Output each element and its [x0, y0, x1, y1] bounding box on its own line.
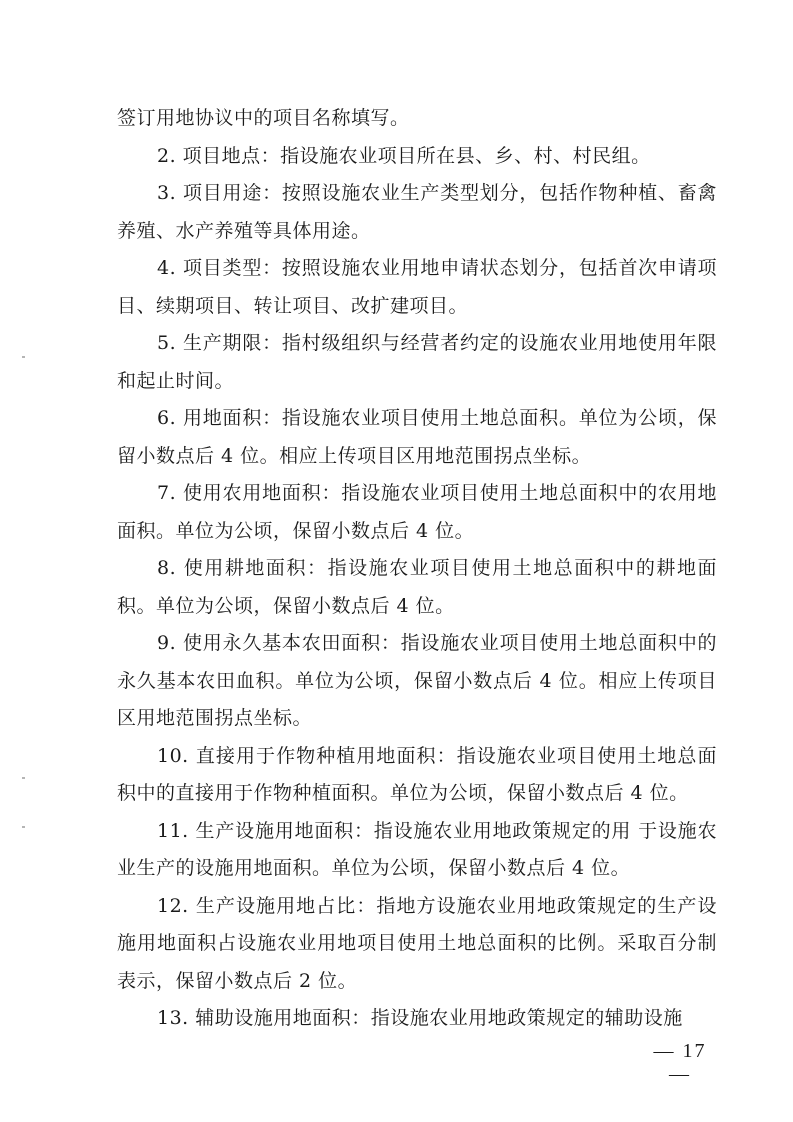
paragraph-item-7: 7. 使用农用地面积：指设施农业项目使用土地总面积中的农用地面积。单位为公顷，保留小数点后 4 位。 — [117, 482, 717, 542]
paragraph-item-13: 13. 辅助设施用地面积：指设施农业用地政策规定的辅助设施 — [157, 1007, 683, 1029]
paragraph-item-6: 6. 用地面积：指设施农业项目使用土地总面积。单位为公顷，保留小数点后 4 位。相应上传项目区用地范围拐点坐标。 — [117, 407, 717, 467]
paragraph-item-2: 2. 项目地点：指设施农业项目所在县、乡、村、村民组。 — [157, 144, 651, 167]
paragraph-item-3: 3. 项目用途：按照设施农业生产类型划分，包括作物种植、畜禽养殖、水产养殖等具体用途。 — [117, 182, 717, 242]
paragraph-item-11: 11. 生产设施用地面积：指设施农业用地政策规定的用 于设施农业生产的设施用地面积。单位为公顷，保留小数点后 4 位。 — [117, 819, 717, 879]
paragraph-continuation: 签订用地协议中的项目名称填写。 — [117, 107, 410, 129]
scan-speck — [22, 777, 25, 779]
paragraph-item-4: 4. 项目类型：按照设施农业用地申请状态划分，包括首次申请项目、续期项目、转让项目、改扩建项目。 — [117, 257, 717, 317]
paragraph-item-10: 10. 直接用于作物种植用地面积：指设施农业项目使用土地总面积中的直接用于作物种植面积。单位为公顷，保留小数点后 4 位。 — [117, 744, 717, 804]
body-text — [117, 100, 717, 1038]
paragraph-item-9: 9. 使用永久基本农田面积：指设施农业项目使用土地总面积中的永久基本农田血积。单位为公顷，保留小数点后 4 位。相应上传项目区用地范围拐点坐标。 — [117, 632, 717, 729]
scan-speck — [22, 826, 25, 828]
page-number: — 17 — — [653, 1040, 707, 1085]
scan-speck — [22, 356, 25, 358]
paragraph-item-8: 8. 使用耕地面积：指设施农业项目使用土地总面积中的耕地面积。单位为公顷，保留小数点后 4 位。 — [117, 557, 717, 617]
paragraph-item-5: 5. 生产期限：指村级组织与经营者约定的设施农业用地使用年限和起止时间。 — [117, 332, 717, 392]
paragraph-item-12: 12. 生产设施用地占比：指地方设施农业用地政策规定的生产设施用地面积占设施农业用地项目使用土地总面积的比例。采取百分制表示，保留小数点后 2 位。 — [117, 894, 717, 992]
